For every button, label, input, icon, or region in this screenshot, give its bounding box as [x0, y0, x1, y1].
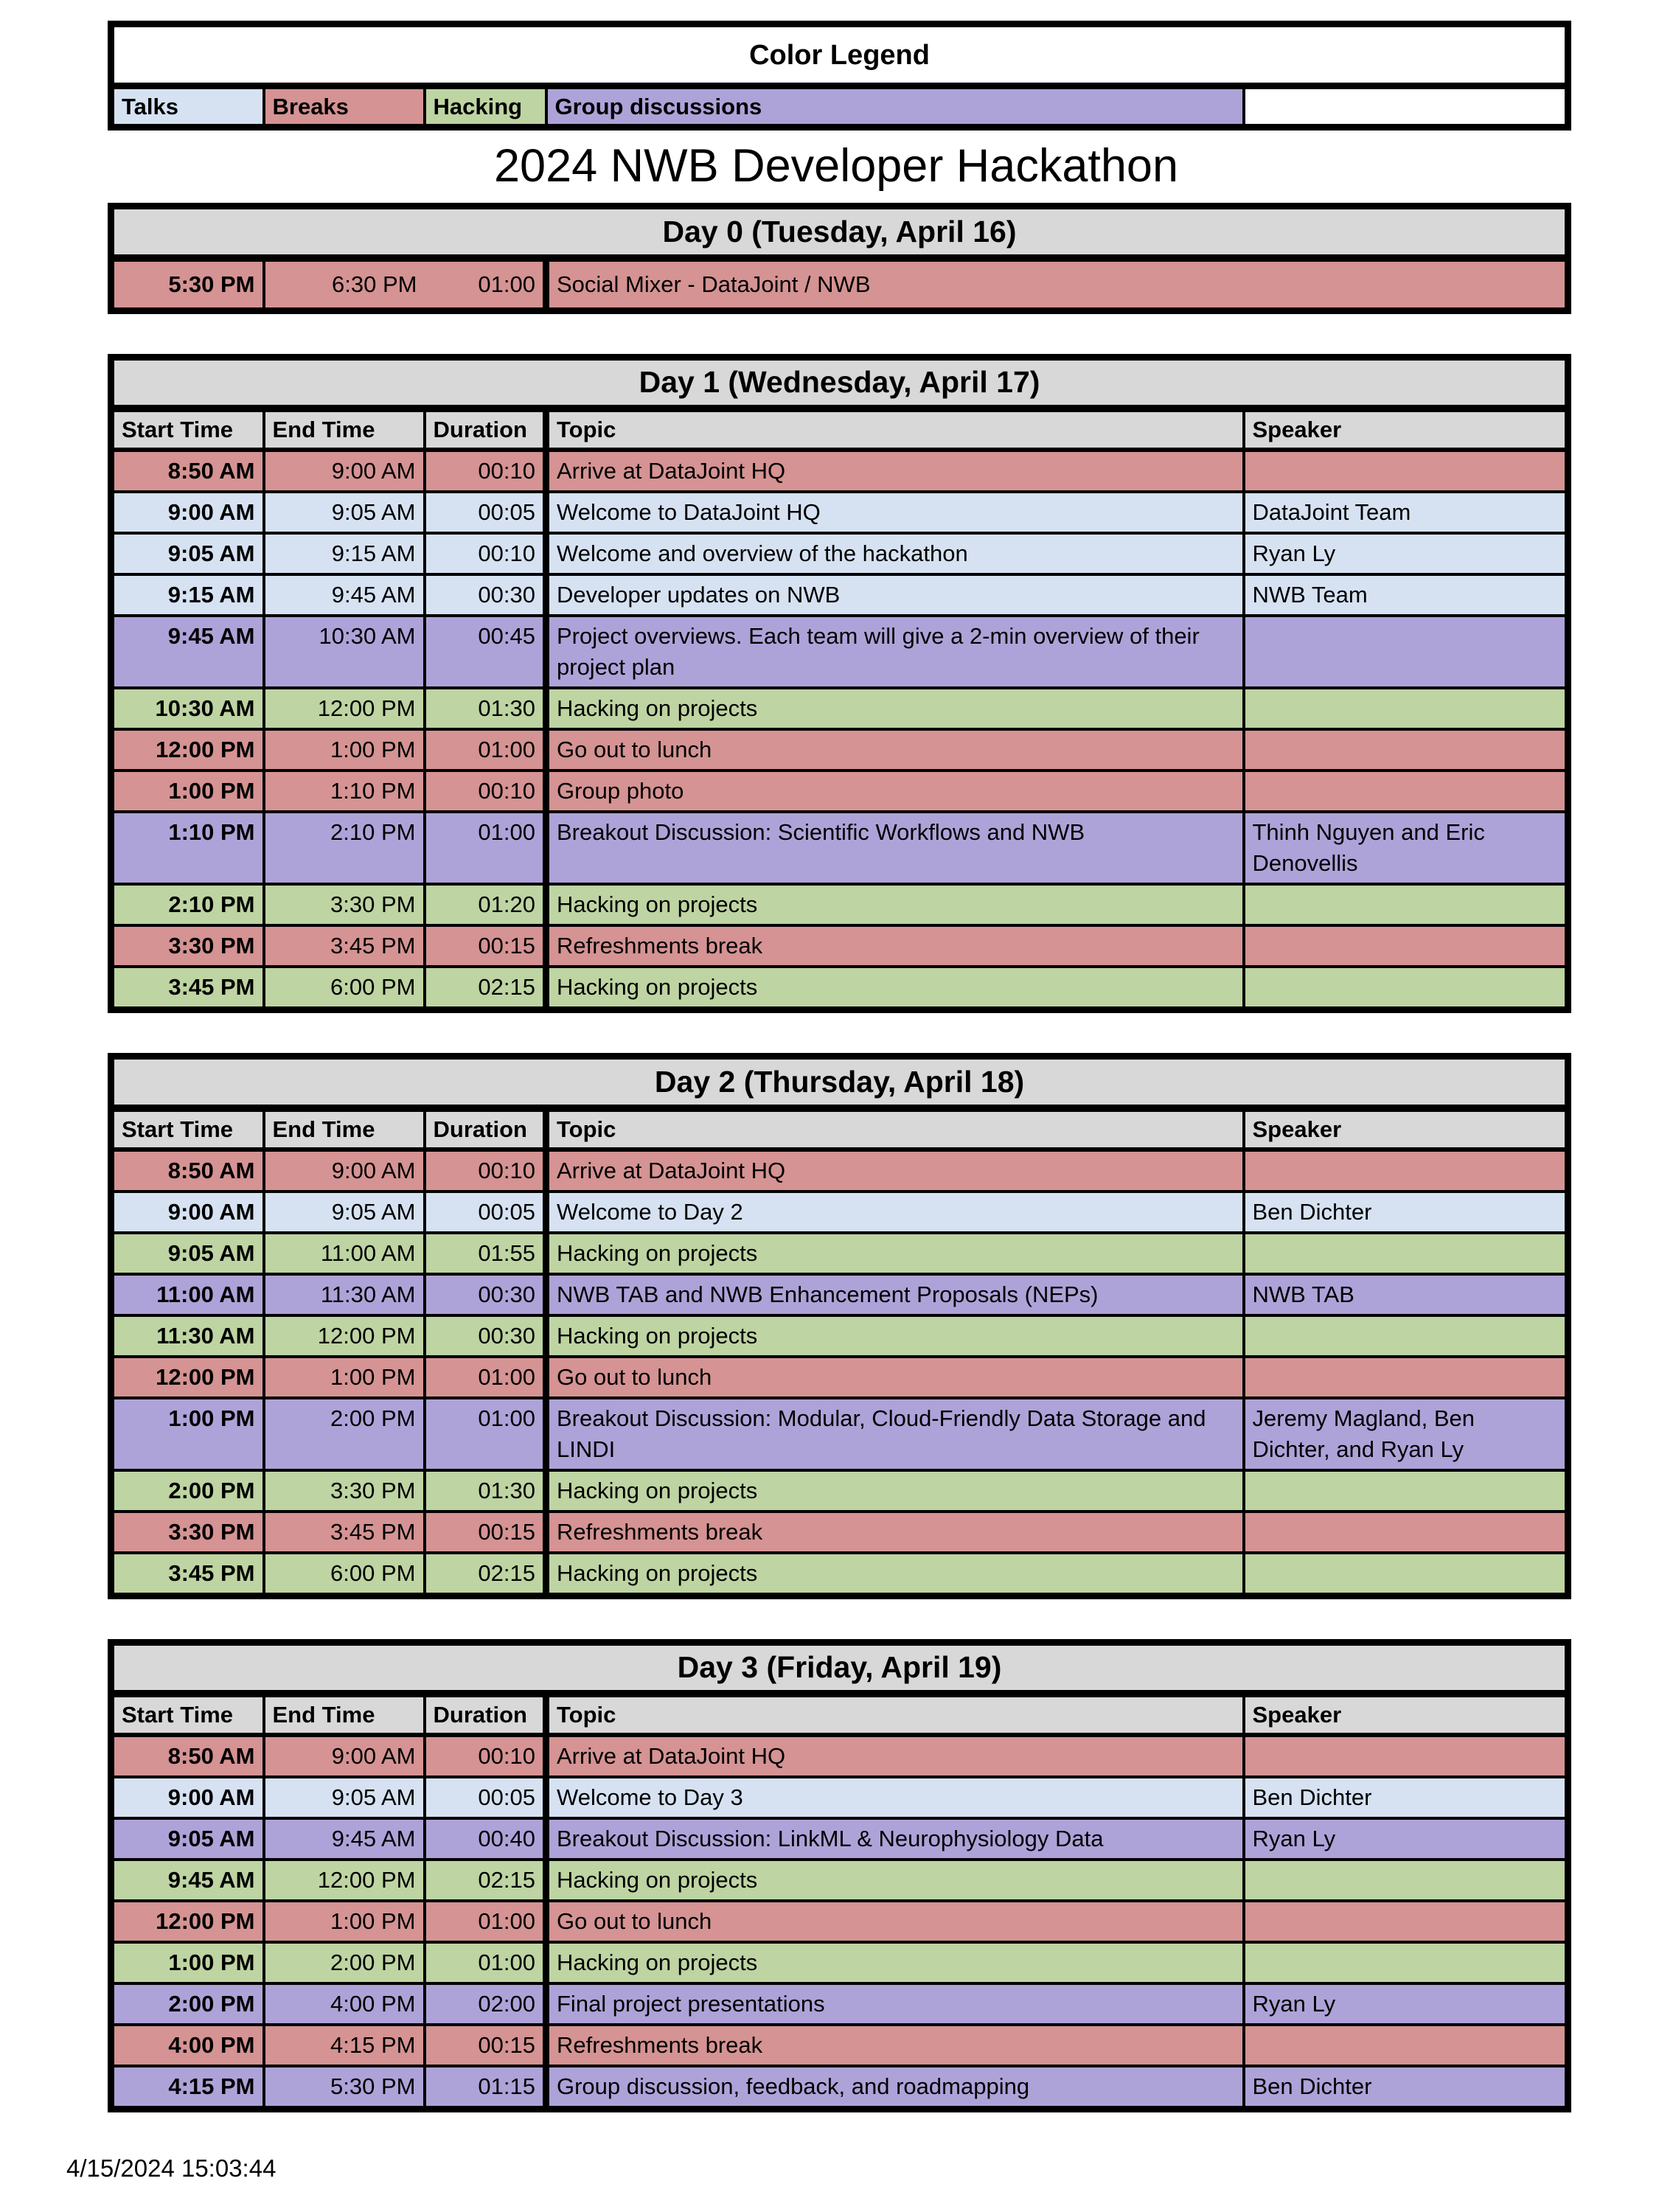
cell-topic: Group photo — [546, 771, 1244, 812]
page-title: 2024 NWB Developer Hackathon — [494, 140, 1178, 192]
schedule-row — [111, 492, 1568, 533]
cell-duration: 00:10 — [425, 450, 546, 492]
cell-speaker: NWB TAB — [1244, 1274, 1568, 1315]
cell-speaker — [1244, 925, 1568, 967]
generated-timestamp: 4/15/2024 15:03:44 — [66, 2154, 276, 2182]
cell-speaker — [1244, 1735, 1568, 1777]
cell-duration: 00:10 — [425, 533, 546, 574]
cell-speaker — [1244, 1553, 1568, 1596]
cell-duration: 01:00 — [425, 1357, 546, 1398]
schedule-row — [111, 1398, 1568, 1470]
cell-start: 12:00 PM — [111, 1357, 264, 1398]
cell-start: 4:00 PM — [111, 2025, 264, 2066]
cell-duration: 00:30 — [425, 1315, 546, 1357]
day-table — [108, 354, 1571, 1014]
cell-start: 1:00 PM — [111, 771, 264, 812]
schedule-row — [111, 1315, 1568, 1357]
cell-end: 9:45 AM — [264, 574, 425, 616]
cell-topic: Welcome and overview of the hackathon — [546, 533, 1244, 574]
day-title: Day 2 (Thursday, April 18) — [111, 1057, 1568, 1108]
cell-start: 1:10 PM — [111, 812, 264, 884]
day-title: Day 0 (Tuesday, April 16) — [111, 206, 1568, 258]
cell-end: 3:30 PM — [264, 1470, 425, 1512]
cell-speaker — [1244, 1315, 1568, 1357]
cell-end: 1:00 PM — [264, 1901, 425, 1942]
cell-topic: Social Mixer - DataJoint / NWB — [546, 258, 1568, 311]
schedule-row — [111, 450, 1568, 492]
cell-duration: 02:15 — [425, 967, 546, 1010]
legend-items-row — [111, 86, 1568, 128]
column-header-start-time: Start Time — [111, 408, 264, 450]
legend-swatch-hacking: Hacking — [425, 86, 546, 128]
cell-end: 9:00 AM — [264, 1150, 425, 1192]
cell-topic: Hacking on projects — [546, 688, 1244, 729]
cell-end: 4:15 PM — [264, 2025, 425, 2066]
column-header-duration: Duration — [425, 1694, 546, 1735]
cell-end: 6:00 PM — [264, 967, 425, 1010]
day-title: Day 1 (Wednesday, April 17) — [111, 357, 1568, 408]
cell-duration: 01:00 — [425, 1942, 546, 1983]
day-title: Day 3 (Friday, April 19) — [111, 1642, 1568, 1694]
cell-end: 2:00 PM — [264, 1942, 425, 1983]
legend-swatch-group_discussions: Group discussions — [546, 86, 1244, 128]
cell-speaker: Ryan Ly — [1244, 1983, 1568, 2025]
schedule-row — [111, 1553, 1568, 1596]
cell-duration: 01:55 — [425, 1233, 546, 1274]
schedule-row — [111, 1233, 1568, 1274]
cell-end: 11:30 AM — [264, 1274, 425, 1315]
cell-topic: Final project presentations — [546, 1983, 1244, 2025]
cell-speaker: Ryan Ly — [1244, 533, 1568, 574]
cell-start: 1:00 PM — [111, 1398, 264, 1470]
cell-topic: Hacking on projects — [546, 1553, 1244, 1596]
cell-topic: Refreshments break — [546, 2025, 1244, 2066]
cell-speaker — [1244, 729, 1568, 771]
cell-topic: Breakout Discussion: LinkML & Neurophysiology Data — [546, 1818, 1244, 1860]
day-title-row — [111, 357, 1568, 408]
cell-start: 8:50 AM — [111, 1150, 264, 1192]
cell-topic: Hacking on projects — [546, 1315, 1244, 1357]
cell-speaker: Ben Dichter — [1244, 1777, 1568, 1818]
cell-duration: 00:15 — [425, 2025, 546, 2066]
cell-topic: Project overviews. Each team will give a 2-min overview of their project plan — [546, 616, 1244, 688]
legend-title: Color Legend — [111, 24, 1568, 86]
cell-speaker: Thinh Nguyen and Eric Denovellis — [1244, 812, 1568, 884]
cell-speaker — [1244, 450, 1568, 492]
cell-topic: Hacking on projects — [546, 1860, 1244, 1901]
cell-duration: 00:05 — [425, 1777, 546, 1818]
cell-start: 12:00 PM — [111, 1901, 264, 1942]
schedule-row — [111, 2025, 1568, 2066]
schedule-row — [111, 1150, 1568, 1192]
cell-start: 9:05 AM — [111, 533, 264, 574]
cell-start: 2:00 PM — [111, 1983, 264, 2025]
cell-speaker: Ben Dichter — [1244, 1192, 1568, 1233]
column-header-speaker: Speaker — [1244, 1108, 1568, 1150]
cell-topic: Hacking on projects — [546, 1470, 1244, 1512]
cell-duration: 02:15 — [425, 1860, 546, 1901]
cell-end: 9:05 AM — [264, 492, 425, 533]
cell-end: 9:00 AM — [264, 450, 425, 492]
cell-start: 9:00 AM — [111, 1777, 264, 1818]
cell-duration: 00:30 — [425, 1274, 546, 1315]
cell-speaker — [1244, 2025, 1568, 2066]
cell-topic: Refreshments break — [546, 1512, 1244, 1553]
cell-duration: 01:30 — [425, 688, 546, 729]
cell-speaker — [1244, 1512, 1568, 1553]
cell-end: 3:30 PM — [264, 884, 425, 925]
cell-speaker — [1244, 884, 1568, 925]
cell-end: 2:00 PM — [264, 1398, 425, 1470]
cell-duration: 01:30 — [425, 1470, 546, 1512]
day-table — [108, 203, 1571, 314]
schedule-row — [111, 1192, 1568, 1233]
cell-start: 11:30 AM — [111, 1315, 264, 1357]
column-header-start-time: Start Time — [111, 1694, 264, 1735]
schedule-row — [111, 1818, 1568, 1860]
cell-duration: 01:00 — [425, 1901, 546, 1942]
column-header-end-time: End Time — [264, 408, 425, 450]
cell-end: 3:45 PM — [264, 1512, 425, 1553]
schedule-row — [111, 574, 1568, 616]
schedule-row — [111, 771, 1568, 812]
column-header-row — [111, 408, 1568, 450]
column-header-end-time: End Time — [264, 1694, 425, 1735]
cell-duration: 01:15 — [425, 2066, 546, 2110]
cell-duration: 01:00 — [425, 1398, 546, 1470]
cell-start: 4:15 PM — [111, 2066, 264, 2110]
column-header-speaker: Speaker — [1244, 1694, 1568, 1735]
cell-speaker — [1244, 1942, 1568, 1983]
cell-duration: 01:00 — [425, 729, 546, 771]
legend-empty-cell — [1244, 86, 1568, 128]
cell-duration: 00:10 — [425, 771, 546, 812]
cell-topic: Hacking on projects — [546, 1233, 1244, 1274]
cell-end: 6:30 PM — [264, 258, 425, 311]
schedule-row — [111, 1777, 1568, 1818]
cell-duration: 01:00 — [425, 258, 546, 311]
legend-title-row — [111, 24, 1568, 86]
cell-duration: 00:15 — [425, 925, 546, 967]
cell-speaker — [1244, 771, 1568, 812]
column-header-duration: Duration — [425, 408, 546, 450]
cell-end: 1:00 PM — [264, 1357, 425, 1398]
column-header-topic: Topic — [546, 408, 1244, 450]
cell-start: 9:05 AM — [111, 1233, 264, 1274]
schedule-row — [111, 616, 1568, 688]
legend-swatch-breaks: Breaks — [264, 86, 425, 128]
cell-speaker — [1244, 1901, 1568, 1942]
schedule-row — [111, 1274, 1568, 1315]
cell-topic: Arrive at DataJoint HQ — [546, 450, 1244, 492]
cell-topic: Welcome to Day 3 — [546, 1777, 1244, 1818]
cell-topic: Go out to lunch — [546, 1357, 1244, 1398]
cell-duration: 00:15 — [425, 1512, 546, 1553]
cell-topic: NWB TAB and NWB Enhancement Proposals (NEPs) — [546, 1274, 1244, 1315]
schedule-row — [111, 1860, 1568, 1901]
cell-end: 9:00 AM — [264, 1735, 425, 1777]
cell-end: 9:05 AM — [264, 1777, 425, 1818]
cell-duration: 01:20 — [425, 884, 546, 925]
cell-topic: Hacking on projects — [546, 1942, 1244, 1983]
schedule-row — [111, 1357, 1568, 1398]
column-header-duration: Duration — [425, 1108, 546, 1150]
schedule-row — [111, 258, 1568, 311]
schedule-row — [111, 1942, 1568, 1983]
cell-end: 1:10 PM — [264, 771, 425, 812]
schedule-row — [111, 688, 1568, 729]
cell-start: 11:00 AM — [111, 1274, 264, 1315]
schedule-row — [111, 2066, 1568, 2110]
cell-start: 9:00 AM — [111, 492, 264, 533]
cell-topic: Welcome to DataJoint HQ — [546, 492, 1244, 533]
cell-duration: 00:05 — [425, 1192, 546, 1233]
cell-topic: Welcome to Day 2 — [546, 1192, 1244, 1233]
column-header-topic: Topic — [546, 1694, 1244, 1735]
schedule-row — [111, 1983, 1568, 2025]
cell-topic: Go out to lunch — [546, 729, 1244, 771]
cell-start: 8:50 AM — [111, 450, 264, 492]
cell-start: 1:00 PM — [111, 1942, 264, 1983]
day-title-row — [111, 1642, 1568, 1694]
cell-speaker — [1244, 967, 1568, 1010]
cell-duration: 02:00 — [425, 1983, 546, 2025]
cell-duration: 01:00 — [425, 812, 546, 884]
column-header-speaker: Speaker — [1244, 408, 1568, 450]
cell-speaker — [1244, 1150, 1568, 1192]
cell-speaker — [1244, 688, 1568, 729]
cell-start: 5:30 PM — [111, 258, 264, 311]
cell-speaker — [1244, 1233, 1568, 1274]
schedule-row — [111, 925, 1568, 967]
schedule-row — [111, 1901, 1568, 1942]
cell-topic: Hacking on projects — [546, 967, 1244, 1010]
cell-duration: 00:10 — [425, 1150, 546, 1192]
cell-topic: Refreshments break — [546, 925, 1244, 967]
schedule-row — [111, 1512, 1568, 1553]
column-header-row — [111, 1694, 1568, 1735]
cell-speaker: DataJoint Team — [1244, 492, 1568, 533]
cell-speaker — [1244, 1470, 1568, 1512]
cell-speaker — [1244, 616, 1568, 688]
cell-start: 8:50 AM — [111, 1735, 264, 1777]
cell-duration: 00:30 — [425, 574, 546, 616]
schedule-row — [111, 729, 1568, 771]
cell-start: 12:00 PM — [111, 729, 264, 771]
cell-speaker: Ben Dichter — [1244, 2066, 1568, 2110]
cell-end: 12:00 PM — [264, 1860, 425, 1901]
schedule-row — [111, 1735, 1568, 1777]
cell-speaker: Ryan Ly — [1244, 1818, 1568, 1860]
column-header-start-time: Start Time — [111, 1108, 264, 1150]
schedule-row — [111, 812, 1568, 884]
cell-start: 9:05 AM — [111, 1818, 264, 1860]
cell-end: 9:05 AM — [264, 1192, 425, 1233]
cell-topic: Arrive at DataJoint HQ — [546, 1735, 1244, 1777]
cell-speaker — [1244, 1860, 1568, 1901]
cell-speaker: NWB Team — [1244, 574, 1568, 616]
cell-start: 9:45 AM — [111, 1860, 264, 1901]
cell-end: 2:10 PM — [264, 812, 425, 884]
day-title-row — [111, 1057, 1568, 1108]
cell-end: 3:45 PM — [264, 925, 425, 967]
cell-end: 5:30 PM — [264, 2066, 425, 2110]
day-table — [108, 1053, 1571, 1599]
color-legend-table — [108, 21, 1571, 131]
cell-start: 10:30 AM — [111, 688, 264, 729]
cell-end: 12:00 PM — [264, 688, 425, 729]
schedule-row — [111, 1470, 1568, 1512]
cell-speaker — [1244, 1357, 1568, 1398]
cell-topic: Go out to lunch — [546, 1901, 1244, 1942]
schedule-row — [111, 533, 1568, 574]
cell-topic: Breakout Discussion: Modular, Cloud-Friendly Data Storage and LINDI — [546, 1398, 1244, 1470]
column-header-topic: Topic — [546, 1108, 1244, 1150]
cell-end: 11:00 AM — [264, 1233, 425, 1274]
cell-end: 12:00 PM — [264, 1315, 425, 1357]
legend-swatch-talks: Talks — [111, 86, 264, 128]
cell-duration: 00:10 — [425, 1735, 546, 1777]
cell-start: 9:45 AM — [111, 616, 264, 688]
cell-start: 9:15 AM — [111, 574, 264, 616]
cell-start: 3:30 PM — [111, 925, 264, 967]
cell-topic: Arrive at DataJoint HQ — [546, 1150, 1244, 1192]
cell-start: 9:00 AM — [111, 1192, 264, 1233]
cell-topic: Breakout Discussion: Scientific Workflows and NWB — [546, 812, 1244, 884]
cell-start: 3:45 PM — [111, 1553, 264, 1596]
cell-start: 2:10 PM — [111, 884, 264, 925]
column-header-end-time: End Time — [264, 1108, 425, 1150]
cell-topic: Developer updates on NWB — [546, 574, 1244, 616]
column-header-row — [111, 1108, 1568, 1150]
cell-topic: Group discussion, feedback, and roadmapping — [546, 2066, 1244, 2110]
cell-topic: Hacking on projects — [546, 884, 1244, 925]
cell-end: 1:00 PM — [264, 729, 425, 771]
day-tables-container — [108, 203, 1565, 2112]
schedule-row — [111, 884, 1568, 925]
cell-end: 4:00 PM — [264, 1983, 425, 2025]
cell-duration: 00:40 — [425, 1818, 546, 1860]
day-table — [108, 1639, 1571, 2113]
cell-end: 6:00 PM — [264, 1553, 425, 1596]
schedule-row — [111, 967, 1568, 1010]
cell-end: 9:45 AM — [264, 1818, 425, 1860]
day-title-row — [111, 206, 1568, 258]
cell-end: 10:30 AM — [264, 616, 425, 688]
cell-duration: 00:45 — [425, 616, 546, 688]
cell-duration: 00:05 — [425, 492, 546, 533]
cell-end: 9:15 AM — [264, 533, 425, 574]
cell-start: 2:00 PM — [111, 1470, 264, 1512]
cell-speaker: Jeremy Magland, Ben Dichter, and Ryan Ly — [1244, 1398, 1568, 1470]
cell-duration: 02:15 — [425, 1553, 546, 1596]
cell-start: 3:30 PM — [111, 1512, 264, 1553]
cell-start: 3:45 PM — [111, 967, 264, 1010]
